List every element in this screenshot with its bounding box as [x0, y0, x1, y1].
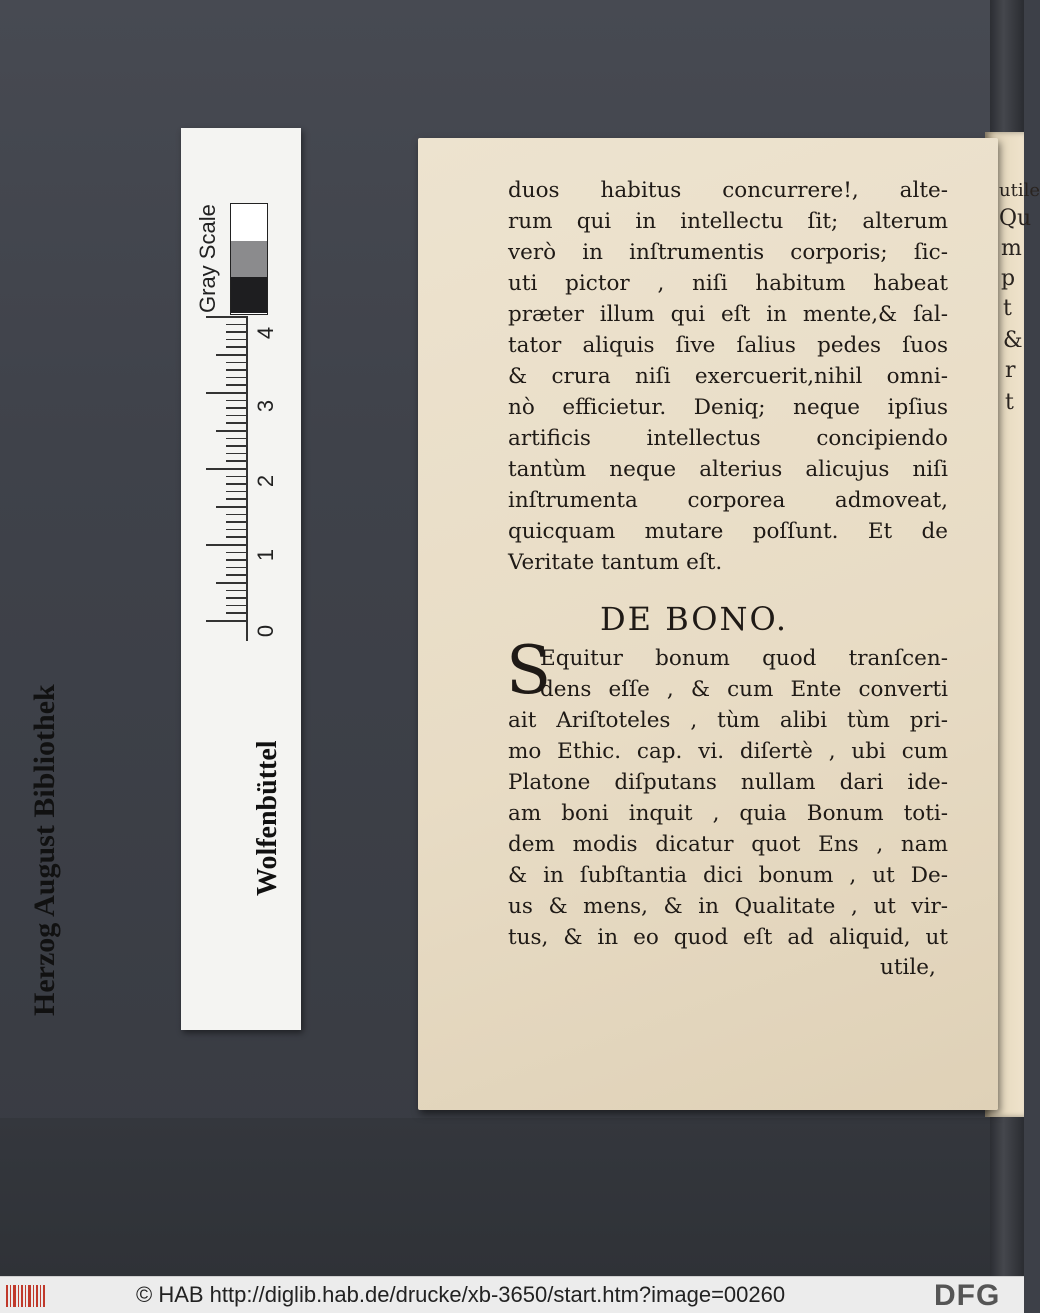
- ruler-tick: [216, 430, 246, 432]
- fold-letter: &: [1003, 328, 1023, 353]
- gray-scale-swatch: [230, 203, 268, 315]
- text-line: tator aliquis ſive ſalius pedes ſuos: [508, 333, 948, 358]
- ruler-number-0: 0: [253, 624, 278, 638]
- footer-bar: [0, 1276, 1024, 1313]
- ruler-tick: [226, 339, 246, 341]
- catchword: utile,: [880, 955, 936, 980]
- ruler-tick: [206, 316, 246, 318]
- ruler-number-3: 3: [253, 399, 278, 413]
- text-line: Veritate tantum eſt.: [508, 550, 723, 575]
- ruler-tick: [226, 445, 246, 447]
- section-heading: DE BONO.: [600, 600, 789, 638]
- ruler-number-1: 1: [253, 548, 278, 562]
- ruler-tick: [226, 453, 246, 455]
- text-line: præter illum qui eſt in mente,& ſal-: [508, 302, 948, 327]
- text-line: & crura niſi exercuerit,nihil omni-: [508, 364, 948, 389]
- ruler-tick: [226, 476, 246, 478]
- ruler-tick: [206, 392, 246, 394]
- paragraph-veritate: [508, 175, 948, 578]
- fold-letter: Qu: [999, 206, 1032, 231]
- ruler-tick: [226, 369, 246, 371]
- text-line: us & mens, & in Qualitate , ut vir-: [508, 894, 948, 919]
- ruler-tick: [226, 552, 246, 554]
- fold-letter: utile: [999, 180, 1040, 201]
- ruler-tick: [206, 468, 246, 470]
- ruler-ticks: [206, 316, 246, 646]
- paragraph-de-bono: [506, 632, 948, 953]
- text-line: mo Ethic. cap. vi. diſertè , ubi cum: [508, 739, 948, 764]
- text-line: artificis intellectus concipiendo: [508, 426, 948, 451]
- ruler-tick: [226, 331, 246, 333]
- ruler-tick: [216, 354, 246, 356]
- ruler-tick: [216, 506, 246, 508]
- ruler-tick: [226, 605, 246, 607]
- text-line: Equitur bonum quod tranſcen-: [540, 646, 948, 671]
- text-line: am boni inquit , quia Bonum toti-: [508, 801, 948, 826]
- ruler-tick: [226, 590, 246, 592]
- ruler-number-2: 2: [253, 474, 278, 488]
- ruler-tick: [226, 324, 246, 326]
- ruler-tick: [226, 574, 246, 576]
- fold-letter: r: [1005, 358, 1016, 383]
- ruler-city: Wolfenbüttel: [252, 740, 283, 896]
- ruler-tick: [226, 514, 246, 516]
- ruler-tick: [226, 346, 246, 348]
- text-line: uti pictor , niſi habitum habeat: [508, 271, 948, 296]
- ruler-tick: [226, 407, 246, 409]
- ruler-tick: [226, 567, 246, 569]
- barcode-icon: [6, 1285, 46, 1307]
- gray-swatch-mid: [231, 241, 267, 277]
- fold-letter: m: [1001, 236, 1022, 261]
- ruler-tick: [226, 612, 246, 614]
- text-line: & in ſubſtantia dici bonum , ut De-: [508, 863, 948, 888]
- ruler-tick: [226, 438, 246, 440]
- ruler-number-4: 4: [253, 326, 278, 340]
- drop-cap: S: [506, 632, 552, 709]
- fold-letter: p: [1001, 266, 1016, 291]
- ruler-tick: [226, 362, 246, 364]
- text-line: nò efficietur. Deniq; neque ipſius: [508, 395, 948, 420]
- ruler-tick: [226, 415, 246, 417]
- ruler-tick: [226, 460, 246, 462]
- ruler-tick: [226, 529, 246, 531]
- fold-letter: t: [1003, 296, 1012, 321]
- text-line: rum qui in intellectu ſit; alterum: [508, 209, 948, 234]
- ruler-tick: [226, 498, 246, 500]
- ruler-tick: [226, 400, 246, 402]
- ruler-tick: [226, 422, 246, 424]
- text-line: Platone diſputans nullam dari ide-: [508, 770, 948, 795]
- text-line: inſtrumenta corporea admoveat,: [508, 488, 948, 513]
- ruler-tick: [226, 384, 246, 386]
- text-line: duos habitus concurrere!, alte-: [508, 178, 948, 203]
- ruler-tick: [226, 377, 246, 379]
- text-line: tus, & in eo quod eſt ad aliquid, ut: [508, 925, 948, 950]
- ruler-tick: [226, 597, 246, 599]
- text-line: verò in inſtrumentis corporis; ſic-: [508, 240, 948, 265]
- gray-swatch-dark: [231, 277, 267, 313]
- text-line: tantùm neque alterius alicujus niſi: [508, 457, 948, 482]
- fold-letter: t: [1005, 390, 1014, 415]
- ruler-tick: [216, 582, 246, 584]
- background-lower: [0, 1118, 1024, 1276]
- text-line: dem modis dicatur quot Ens , nam: [508, 832, 948, 857]
- ruler-tick: [206, 544, 246, 546]
- ruler-tick: [226, 559, 246, 561]
- ruler-tick: [226, 536, 246, 538]
- ruler-tick: [226, 483, 246, 485]
- gray-scale-label: Gray Scale: [195, 204, 220, 313]
- ruler-institution: Herzog August Bibliothek: [28, 684, 61, 1016]
- dfg-logo: DFG: [934, 1279, 1001, 1312]
- text-line: dens eſſe , & cum Ente converti: [540, 677, 948, 702]
- text-line: ait Ariſtoteles , tùm alibi tùm pri-: [508, 708, 948, 733]
- ruler-tick: [226, 521, 246, 523]
- ruler-tick: [226, 491, 246, 493]
- ruler-baseline: [246, 316, 248, 641]
- ruler-tick: [206, 620, 246, 622]
- copyright-url[interactable]: © HAB http://diglib.hab.de/drucke/xb-3650/start.htm?image=00260: [136, 1282, 786, 1307]
- text-line: quicquam mutare poſſunt. Et de: [508, 519, 948, 544]
